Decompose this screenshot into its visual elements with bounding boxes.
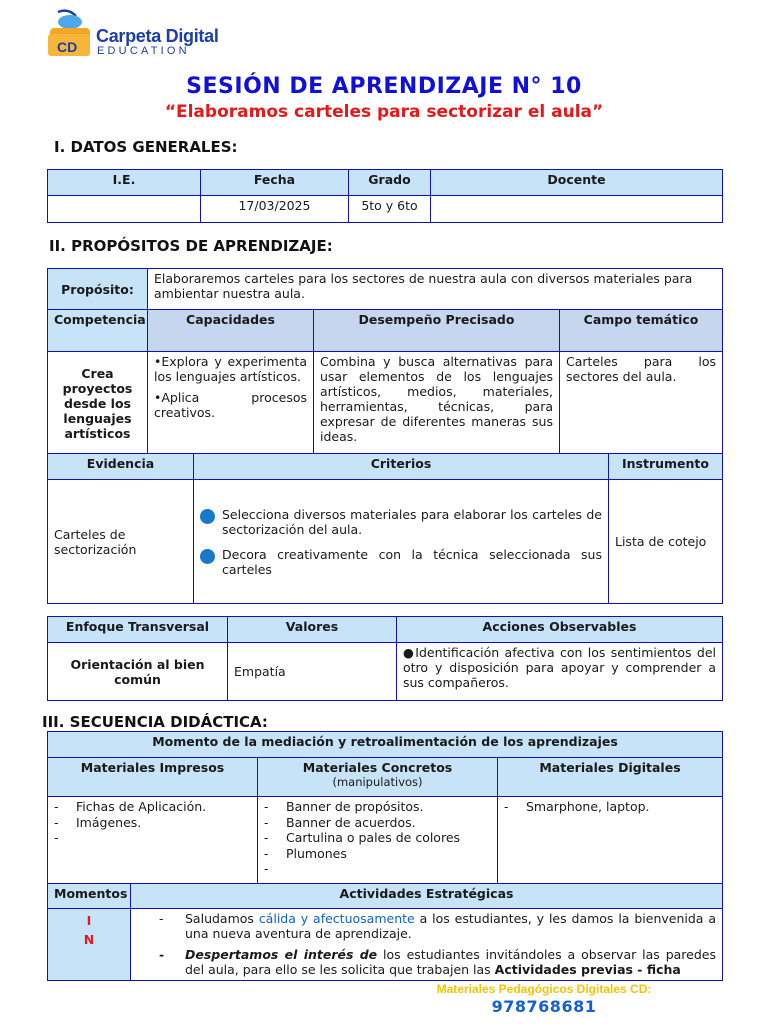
footer-promo-text: Materiales Pedagógicos Digitales CD:: [436, 982, 652, 996]
section-secuencia-heading: III. SECUENCIA DIDÁCTICA:: [42, 713, 268, 731]
header-fecha: Fecha: [201, 170, 349, 196]
header-evidencia: Evidencia: [48, 454, 194, 480]
actividades-cell: [131, 909, 723, 981]
digitales-list: [498, 797, 723, 884]
footer-phone: 978768681: [491, 997, 597, 1016]
header-momentos: Momentos: [48, 884, 131, 909]
header-ie: I.E.: [48, 170, 201, 196]
list-item: - Smarphone, laptop.: [504, 799, 650, 814]
criterio-text: Decora creativamente con la técnica seleccionada sus carteles: [222, 546, 602, 577]
header-valores: Valores: [228, 617, 397, 643]
propositos-table: [47, 268, 723, 456]
list-item: - Plumones: [264, 845, 347, 861]
list-item: - Banner de propósitos.: [264, 799, 424, 814]
section-propositos-heading: II. PROPÓSITOS DE APRENDIZAJE:: [49, 237, 333, 255]
actividad-item: - Despertamos el interés de los estudiantes invitándoles a observar las paredes del aula, para ello se les solicita que trabajen las Actividades previas - ficha: [159, 947, 717, 977]
header-criterios: Criterios: [194, 454, 609, 480]
instrumento-value: Lista de cotejo: [609, 480, 723, 604]
header-instrumento: Instrumento: [609, 454, 723, 480]
concretos-list: [258, 797, 498, 884]
logo-sub: EDUCATION: [97, 45, 190, 57]
list-item: - Fichas de Aplicación.: [54, 799, 207, 814]
value-docente: [431, 196, 723, 223]
criterio-item: [200, 507, 602, 537]
evidencia-value: Carteles de sectorización: [48, 480, 194, 604]
brand-logo: [44, 8, 224, 60]
acciones-value: ●Identificación afectiva con los sentimientos del otro y disposición para apoyar y comprender a sus compañeros.: [397, 643, 723, 701]
evidencia-table: [47, 453, 723, 604]
header-actividades: Actividades Estratégicas: [131, 884, 723, 909]
criterio-item: [200, 547, 602, 577]
value-grado: 5to y 6to: [349, 196, 431, 223]
page-subtitle: “Elaboramos carteles para sectorizar el aula”: [164, 102, 604, 122]
momento-letter: I: [86, 913, 92, 928]
actividad-highlight: cálida y afectuosamente: [258, 911, 415, 926]
header-mat-digitales: Materiales Digitales: [498, 758, 723, 797]
proposito-label: Propósito:: [48, 269, 148, 310]
impresos-list: [48, 797, 258, 884]
enfoque-table: [47, 616, 723, 701]
list-item: -: [54, 830, 59, 845]
datos-generales-table: [47, 169, 723, 223]
page-title: SESIÓN DE APRENDIZAJE N° 10: [186, 74, 582, 99]
proposito-text: Elaboraremos carteles para los sectores de nuestra aula con diversos materiales para ambientar nuestra aula.: [148, 269, 723, 310]
header-campo: Campo temático: [560, 310, 723, 352]
header-acciones: Acciones Observables: [397, 617, 723, 643]
campo-value: Carteles para los sectores del aula.: [560, 352, 723, 456]
capacidades-cell: [148, 352, 314, 456]
logo-mark-icon: [44, 8, 96, 60]
list-item: - Cartulina o pales de colores: [264, 830, 461, 845]
list-item: -: [264, 861, 269, 876]
header-mat-concretos: [258, 758, 498, 797]
value-ie: [48, 196, 201, 223]
capacidad-item: •Aplica procesos creativos.: [154, 390, 307, 420]
momento-letter: N: [83, 932, 95, 947]
bullet-dot-icon: [200, 509, 215, 524]
desempeno-value: Combina y busca alternativas para usar elementos de los lenguajes artísticos, medios, materiales, herramientas, técnicas, para expresar de diferentes maneras sus ideas.: [314, 352, 560, 456]
logo-name: Carpeta Digital: [96, 26, 219, 46]
criterios-cell: [194, 480, 609, 604]
list-item: - Imágenes.: [54, 814, 142, 830]
competencia-value: Crea proyectos desde los lenguajes artísticos: [48, 352, 148, 456]
header-competencia: Competencia: [48, 310, 148, 352]
header-desempeno: Desempeño Precisado: [314, 310, 560, 352]
capacidad-item: •Explora y experimenta los lenguajes artísticos.: [154, 354, 307, 384]
list-item: - Banner de acuerdos.: [264, 814, 416, 830]
momento-header: Momento de la mediación y retroalimentación de los aprendizajes: [48, 732, 723, 758]
secuencia-table: [47, 731, 723, 981]
svg-text:CD: CD: [57, 39, 78, 55]
header-mat-concretos-label: Materiales Concretos: [302, 760, 453, 775]
header-grado: Grado: [349, 170, 431, 196]
momento-inicio-cell: [48, 909, 131, 981]
header-mat-impresos: Materiales Impresos: [48, 758, 258, 797]
header-mat-concretos-sub: (manipulativos): [332, 775, 423, 789]
valor-value: Empatía: [228, 643, 397, 701]
header-docente: Docente: [431, 170, 723, 196]
bullet-dot-icon: [200, 549, 215, 564]
header-capacidades: Capacidades: [148, 310, 314, 352]
enfoque-value: Orientación al bien común: [48, 643, 228, 701]
section-datos-generales-heading: I. DATOS GENERALES:: [54, 138, 238, 156]
criterio-text: Selecciona diversos materiales para elaborar los carteles de sectorización del aula.: [222, 506, 602, 537]
value-fecha: 17/03/2025: [201, 196, 349, 223]
actividad-item: - Saludamos cálida y afectuosamente a los estudiantes, y les damos la bienvenida a una nueva aventura de aprendizaje.: [159, 911, 716, 941]
header-enfoque: Enfoque Transversal: [48, 617, 228, 643]
